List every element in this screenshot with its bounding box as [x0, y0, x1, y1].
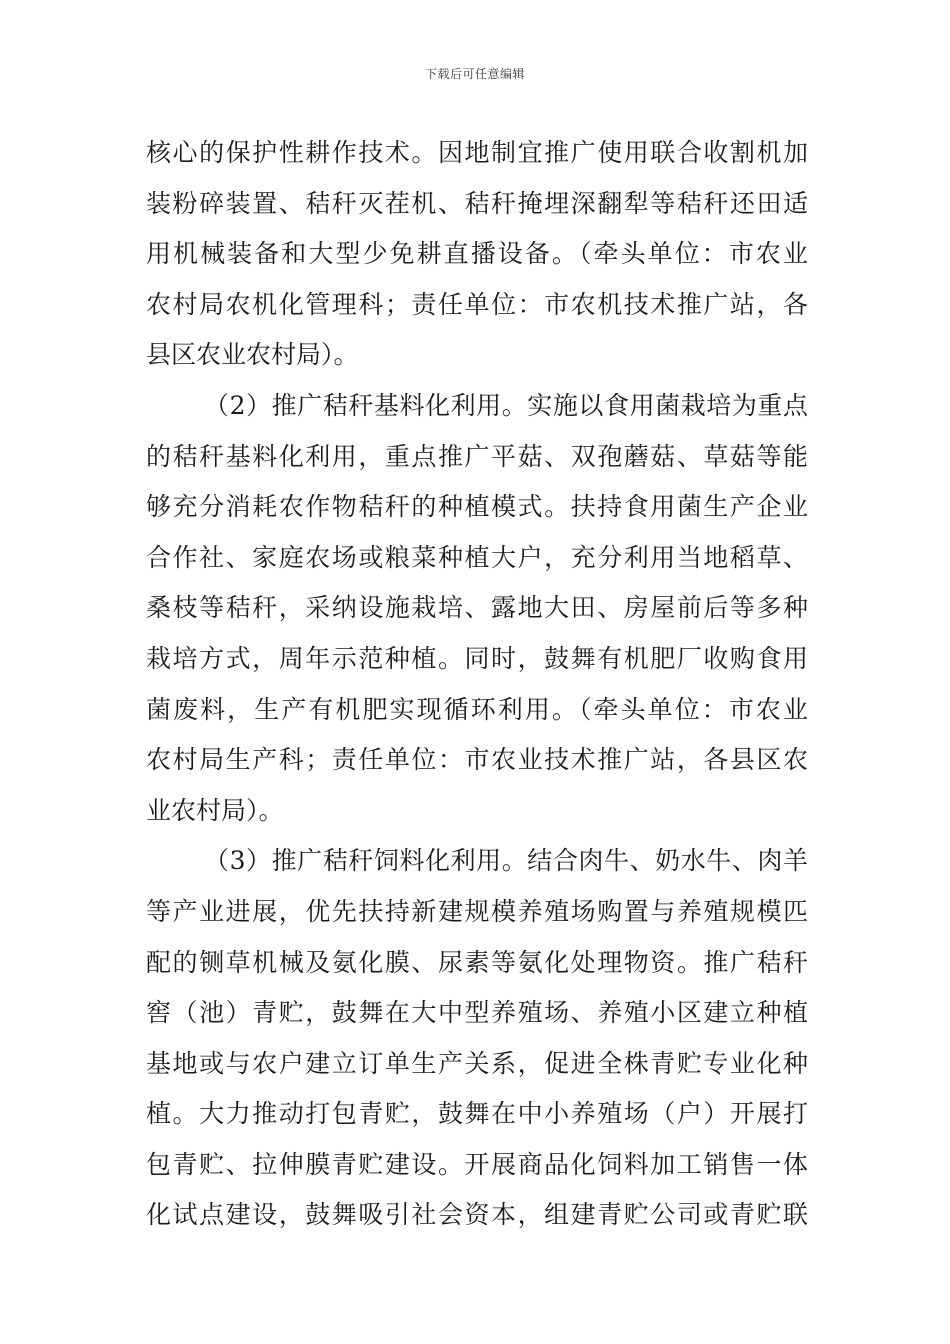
- text-line: 的秸秆基料化利用，重点推广平菇、双孢蘑菇、草菇等能: [146, 441, 808, 471]
- text-line: 装粉碎装置、秸秆灭茬机、秸秆掩埋深翻犁等秸秆还田适: [146, 188, 808, 218]
- text-line: 等产业进展，优先扶持新建规模养殖场购置与养殖规模匹: [146, 896, 808, 926]
- text-line: 合作社、家庭农场或粮菜种植大户，充分利用当地稻草、: [146, 542, 808, 572]
- page-header: 下载后可任意编辑: [424, 67, 525, 81]
- text-line: 包青贮、拉伸膜青贮建设。开展商品化饲料加工销售一体: [146, 1149, 808, 1179]
- text-line: 菌废料，生产有机肥实现循环利用。（牵头单位：市农业: [146, 694, 808, 724]
- text-line: 够充分消耗农作物秸秆的种植模式。扶持食用菌生产企业: [146, 492, 808, 522]
- document-body: [146, 128, 808, 1241]
- text-line: 基地或与农户建立订单生产关系，促进全株青贮专业化种: [146, 1048, 808, 1078]
- text-line: 植。大力推动打包青贮，鼓舞在中小养殖场（户）开展打: [146, 1099, 808, 1129]
- text-line: 窖（池）青贮，鼓舞在大中型养殖场、养殖小区建立种植: [146, 998, 808, 1028]
- paragraph-first-line: （3）推广秸秆饲料化利用。结合肉牛、奶水牛、肉羊: [204, 846, 808, 876]
- paragraph-first-line: （2）推广秸秆基料化利用。实施以食用菌栽培为重点: [204, 390, 808, 420]
- text-line: 县区农业农村局）。: [146, 340, 359, 370]
- text-line: 农村局农机化管理科；责任单位：市农机技术推广站，各: [146, 289, 808, 319]
- text-line: 桑枝等秸秆，采纳设施栽培、露地大田、房屋前后等多种: [146, 593, 808, 623]
- text-line: 栽培方式，周年示范种植。同时，鼓舞有机肥厂收购食用: [146, 643, 808, 673]
- text-line: 配的铡草机械及氨化膜、尿素等氨化处理物资。推广秸秆: [146, 947, 808, 977]
- text-line: 农村局生产科；责任单位：市农业技术推广站，各县区农: [146, 745, 808, 775]
- text-line: 核心的保护性耕作技术。因地制宜推广使用联合收割机加: [146, 138, 808, 167]
- text-line: 用机械装备和大型少免耕直播设备。（牵头单位：市农业: [146, 239, 808, 269]
- text-line: 业农村局）。: [146, 795, 284, 825]
- text-line: 化试点建设，鼓舞吸引社会资本，组建青贮公司或青贮联: [146, 1200, 808, 1230]
